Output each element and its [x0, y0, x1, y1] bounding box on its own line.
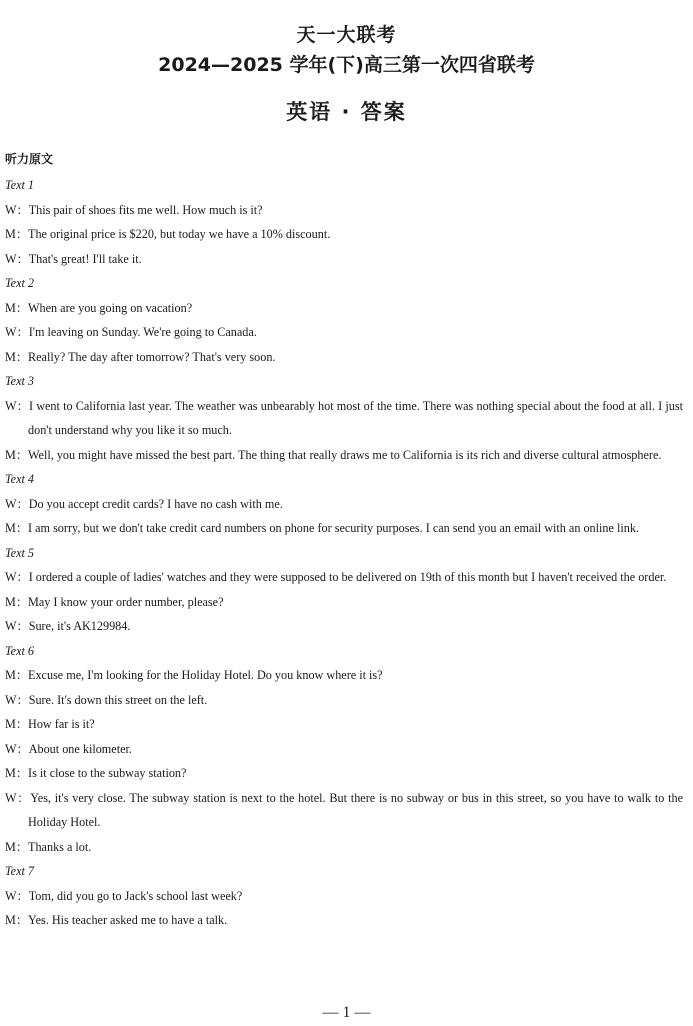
text-label: Text 1 — [5, 178, 35, 192]
organizer-title: 天一大联考 — [296, 24, 397, 46]
dialogue-line: M：Excuse me, I'm looking for the Holiday Hotel. Do you know where it is? — [5, 668, 383, 682]
text-label: Text 2 — [5, 276, 35, 290]
dialogue-line: W：I'm leaving on Sunday. We're going to Canada. — [5, 325, 257, 339]
text-label: Text 3 — [5, 374, 35, 388]
page-number: — 1 — — [322, 1004, 371, 1021]
dialogue-line: W：Tom, did you go to Jack's school last week? — [5, 888, 243, 903]
text-block-2 — [5, 271, 683, 369]
listening-transcript — [5, 173, 683, 933]
dialogue-line: W：Sure. It's down this street on the left. — [5, 692, 208, 707]
text-block-3 — [5, 369, 683, 467]
dialogue-line: W：I went to California last year. The weather was unbearably hot most of the time. There was nothing special about the food at all. I just don't understand why you like it so much. — [5, 398, 683, 437]
dialogue-line: W：Sure, it's AK129984. — [5, 619, 131, 633]
dialogue-line: M：Is it close to the subway station? — [5, 766, 187, 780]
dialogue-line: M：I am sorry, but we don't take credit card numbers on phone for security purposes. I can send you an email with an online link. — [5, 521, 639, 535]
section-heading: 听力原文 — [5, 152, 54, 166]
text-block-6 — [5, 639, 683, 860]
dialogue-line: W：That's great! I'll take it. — [5, 251, 142, 266]
subject-title: 英语 · 答案 — [286, 100, 407, 124]
text-label: Text 5 — [5, 545, 35, 560]
text-label: Text 4 — [5, 472, 35, 486]
dialogue-line: M：Well, you might have missed the best part. The thing that really draws me to California is its rich and diverse cultural atmosphere. — [5, 447, 662, 462]
dialogue-line: W：Yes, it's very close. The subway station is next to the hotel. But there is no subway or bus in this street, so you have to walk to the Holiday Hotel. — [5, 790, 683, 829]
dialogue-line: M：How far is it? — [5, 717, 95, 731]
dialogue-line: M：Thanks a lot. — [5, 839, 92, 854]
text-block-4 — [5, 467, 683, 541]
text-block-5 — [5, 541, 683, 639]
text-label: Text 7 — [5, 864, 35, 878]
dialogue-line: W：This pair of shoes fits me well. How much is it? — [5, 202, 263, 217]
dialogue-line: M：The original price is $220, but today we have a 10% discount. — [5, 227, 331, 241]
dialogue-line: W：About one kilometer. — [5, 741, 132, 756]
exam-title: 2024—2025 学年(下)高三第一次四省联考 — [158, 54, 535, 76]
text-block-7 — [5, 859, 683, 933]
dialogue-line: M：May I know your order number, please? — [5, 594, 224, 609]
dialogue-line: M：Really? The day after tomorrow? That's very soon. — [5, 349, 276, 364]
text-block-1 — [5, 173, 683, 271]
dialogue-line: M：When are you going on vacation? — [5, 300, 193, 315]
dialogue-line: W：Do you accept credit cards? I have no cash with me. — [5, 496, 283, 511]
dialogue-line: M：Yes. His teacher asked me to have a talk. — [5, 913, 228, 927]
dialogue-line: W：I ordered a couple of ladies' watches and they were supposed to be delivered on 19th of this month but I haven't received the order. — [5, 570, 667, 584]
text-label: Text 6 — [5, 643, 35, 658]
